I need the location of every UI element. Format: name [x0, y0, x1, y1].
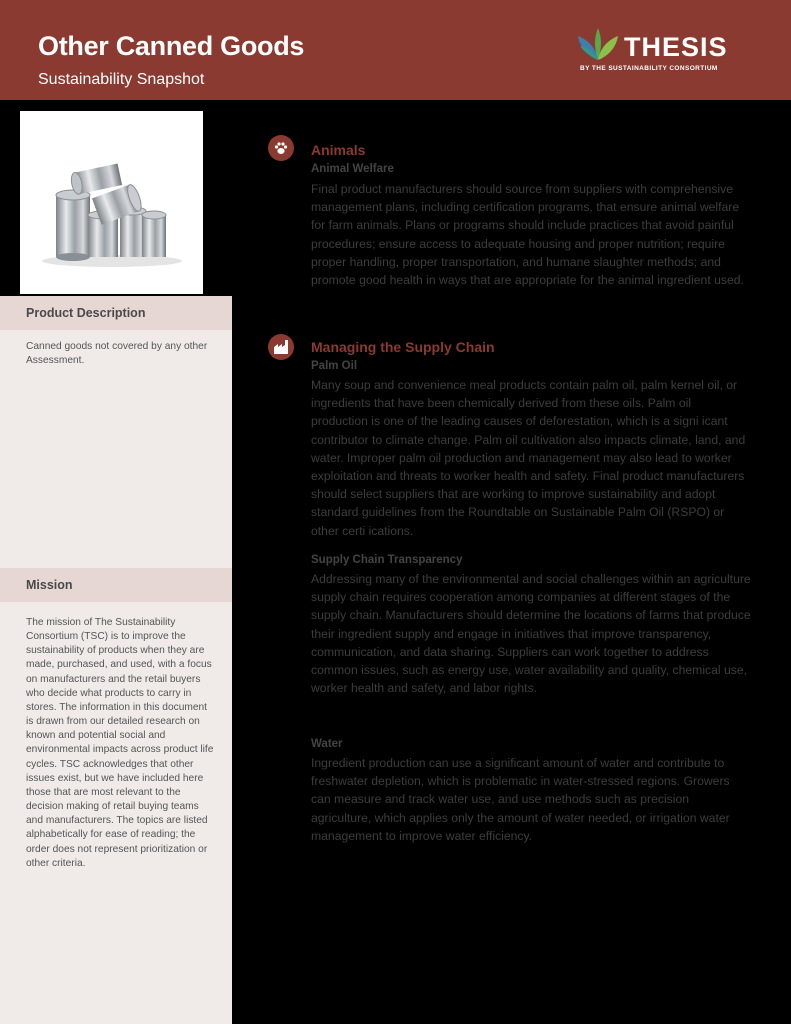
page-title: Other Canned Goods	[38, 31, 305, 61]
product-description-text: Canned goods not covered by any other Assessment.	[26, 341, 208, 367]
page-subtitle: Sustainability Snapshot	[38, 71, 205, 88]
water-subtitle: Water	[311, 738, 343, 750]
factory-icon	[268, 334, 294, 360]
transparency-text: Addressing many of the environmental and social challenges within an agriculture supply chain requires cooperation among companies at different stages of the supply chain. Manufacturers should determine the locations of farms that produce their ingredient supply and engage in initiatives that improve transparency, communication, and data sharing. Suppliers can work together to address common issues, such as energy use, water availability and quality, chemical use, worker health and safety, and labor rights.	[311, 572, 751, 696]
supply-chain-title: Managing the Supply Chain	[311, 339, 495, 355]
leaf-icon	[574, 26, 622, 62]
product-description-heading-text: Product Description	[26, 306, 146, 320]
transparency-subtitle: Supply Chain Transparency	[311, 554, 463, 566]
palm-oil-text: Many soup and convenience meal products contain palm oil, palm kernel oil, or ingredients that have been chemically derived from these oils. Palm oil production is one of the leading causes of deforestation, which is a signi icant contributor to climate change. Palm oil cultivation also impacts climate, land, and water. Improper palm oil production and management may also lead to worker exploitation and threats to worker health and safety. Final product manufacturers should select suppliers that are working to improve sustainability and adopt standard guidelines from the Roundtable on Sustainable Palm Oil (RSPO) or other certi ications.	[311, 378, 746, 538]
animals-title: Animals	[311, 142, 366, 158]
paw-icon	[268, 135, 294, 161]
logo-wordmark: THESIS	[624, 32, 728, 62]
product-image	[20, 111, 203, 294]
logo-byline: BY THE SUSTAINABILITY CONSORTIUM	[580, 65, 718, 72]
header-banner	[0, 0, 791, 100]
tin-cans-icon	[20, 111, 203, 294]
animal-welfare-text: Final product manufacturers should source from suppliers with comprehensive management plans, including certification programs, that ensure animal welfare for farm animals. Plans or programs should include practices that avoid painful procedures; ensure access to adequate housing and proper nutrition; require proper handling, proper transportation, and humane slaughter methods; and promote good health in ways that are appropriate for the animal ingredient used.	[311, 182, 744, 288]
mission-heading-text: Mission	[26, 578, 73, 592]
mission-text: The mission of The Sustainability Consortium (TSC) is to improve the sustainability of products when they are made, purchased, and used, with a focus on manufacturers and the retail buyers who decide what products to carry in stores. The information in this document is drawn from our detailed research on known and potential social and environmental impacts across product life cycles. TSC acknowledges that other issues exist, but we have included here those that are most relevant to the decision making of retail buying teams and manufacturers. The topics are listed alphabetically for ease of reading; the order does not represent prioritization or other criteria.	[26, 617, 214, 869]
mission-heading	[0, 568, 232, 602]
water-text: Ingredient production can use a significant amount of water and contribute to freshwater depletion, which is problematic in water-stressed regions. Growers can measure and track water use, and use methods such as precision agriculture, which applies only the amount of water needed, or irrigation water management to improve water efficiency.	[311, 756, 730, 843]
animal-welfare-subtitle: Animal Welfare	[311, 163, 394, 175]
palm-oil-subtitle: Palm Oil	[311, 360, 358, 372]
product-description-heading	[0, 296, 232, 330]
thesis-logo	[574, 26, 744, 76]
